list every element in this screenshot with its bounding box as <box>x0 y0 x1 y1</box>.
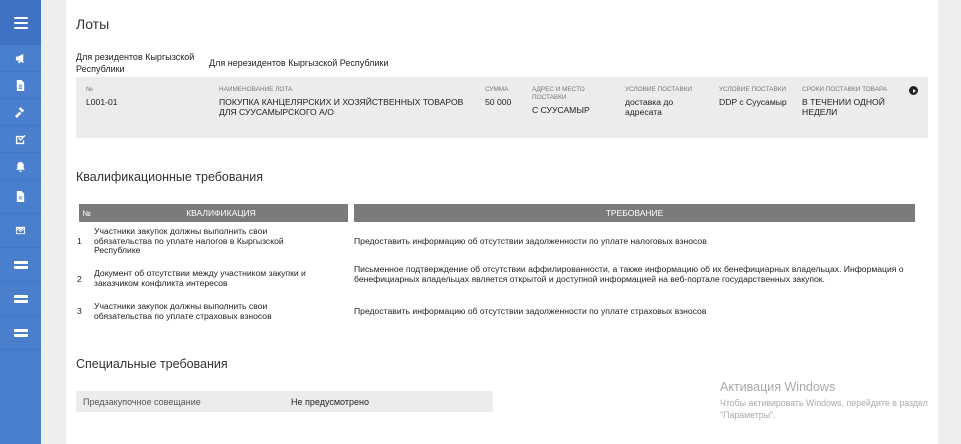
lot-term: В ТЕЧЕНИИ ОДНОЙ НЕДЕЛИ <box>802 97 885 117</box>
sidebar-item-files[interactable] <box>0 180 41 214</box>
sidebar <box>0 0 41 444</box>
lots-tabs <box>76 51 388 75</box>
qual-row-requirement: Предоставить информацию об отсутствии задолженности по уплате налоговых взносов <box>354 236 707 246</box>
lot-address-cell <box>532 86 612 115</box>
gavel-icon <box>15 107 26 118</box>
card-icon <box>14 295 28 303</box>
lot-sum: 50 000 <box>485 97 512 107</box>
document-icon <box>15 80 26 91</box>
sidebar-item-payments-3[interactable] <box>0 316 41 350</box>
lot-name: ПОКУПКА КАНЦЕЛЯРСКИХ И ХОЗЯЙСТВЕННЫХ ТОВАРОВ ДЛЯ СУУСАМЫРСКОГО А/О <box>219 97 464 117</box>
qual-row-number: 3 <box>77 306 82 316</box>
special-row-key: Предзакупочное совещание <box>83 396 201 407</box>
column-label-number: № <box>86 86 93 93</box>
hamburger-icon[interactable] <box>14 17 28 29</box>
windows-activation-watermark <box>720 380 945 421</box>
lot-delivery: DDP с Суусамыр <box>719 97 787 107</box>
sidebar-item-tasks[interactable] <box>0 126 41 153</box>
special-row <box>76 391 493 412</box>
column-label-name: НАИМЕНОВАНИЕ ЛОТА <box>219 86 293 93</box>
special-title: Специальные требования <box>76 357 228 371</box>
lot-address: С СУУСАМЫР <box>532 105 590 115</box>
qual-row-qualification: Участники закупок должны выполнить свои обязательства по уплате налогов в Кыргызской Республике <box>94 226 284 255</box>
sidebar-item-messages[interactable] <box>0 214 41 248</box>
checkbox-icon <box>15 134 26 145</box>
tab-residents[interactable]: Для резидентов Кыргызской Республики <box>76 52 195 74</box>
column-label-term: СРОКИ ПОСТАВКИ ТОВАРА <box>802 86 888 93</box>
lot-delivery-cell <box>719 86 789 107</box>
column-label-delivery: УСЛОВИЕ ПОСТАВКИ <box>719 86 787 93</box>
lot-condition-cell <box>625 86 710 117</box>
special-row-value: Не предусмотрено <box>291 396 369 407</box>
column-label-sum: СУММА <box>485 86 509 93</box>
sidebar-header <box>0 0 41 45</box>
qual-header-qualification: КВАЛИФИКАЦИЯ <box>94 204 348 222</box>
qualification-title: Квалификационные требования <box>76 170 263 184</box>
lot-number-cell <box>86 86 118 107</box>
sidebar-item-notifications[interactable] <box>0 153 41 180</box>
column-label-address: АДРЕС И МЕСТО ПОСТАВКИ <box>532 86 585 101</box>
card-icon <box>14 261 28 269</box>
qual-row-qualification: Документ об отсутствии между участником закупки и заказчиком конфликта интересов <box>94 268 306 288</box>
lot-condition: доставка до адресата <box>625 97 674 117</box>
lot-row[interactable] <box>76 77 928 138</box>
lots-title: Лоты <box>76 16 110 32</box>
watermark-title: Активация Windows <box>720 380 836 394</box>
lot-name-cell <box>219 86 464 117</box>
sidebar-item-documents[interactable] <box>0 72 41 99</box>
qual-row-number: 1 <box>77 236 82 246</box>
bell-icon <box>15 161 26 172</box>
card-icon <box>14 329 28 337</box>
sidebar-item-payments[interactable] <box>0 248 41 282</box>
qual-header-number: № <box>79 204 94 222</box>
file-icon <box>15 191 26 202</box>
lot-number: L001-01 <box>86 97 118 107</box>
sidebar-item-auctions[interactable] <box>0 99 41 126</box>
lot-sum-cell <box>485 86 511 107</box>
qual-row-number: 2 <box>77 274 82 284</box>
sidebar-item-announcements[interactable] <box>0 45 41 72</box>
chevron-right-icon[interactable] <box>909 86 918 95</box>
qual-row-qualification: Участники закупок должны выполнить свои обязательства по уплате страховых взносов <box>94 301 272 321</box>
qual-row-requirement: Письменное подтверждение об отсутствии аффилированности, а также информацию об их бенефициарных владельцах. Информация о бенефициарных владельцах является открытой и доступной информацией на веб-портале государственных закупок. <box>354 264 904 284</box>
qual-row-requirement: Предоставить информацию об отсутствии задолженности по уплате страховых взносов <box>354 306 707 316</box>
sidebar-item-payments-2[interactable] <box>0 282 41 316</box>
main-content <box>66 0 938 444</box>
column-label-condition: УСЛОВИЕ ПОСТАВКИ <box>625 86 693 93</box>
lot-term-cell <box>802 86 902 117</box>
envelope-icon <box>15 225 26 236</box>
qual-header-requirement: ТРЕБОВАНИЕ <box>354 204 915 222</box>
tab-nonresidents[interactable]: Для нерезидентов Кыргызской Республики <box>209 58 389 68</box>
watermark-text: Чтобы активировать Windows, перейдите в раздел "Параметры". <box>720 398 928 420</box>
megaphone-icon <box>15 53 26 64</box>
